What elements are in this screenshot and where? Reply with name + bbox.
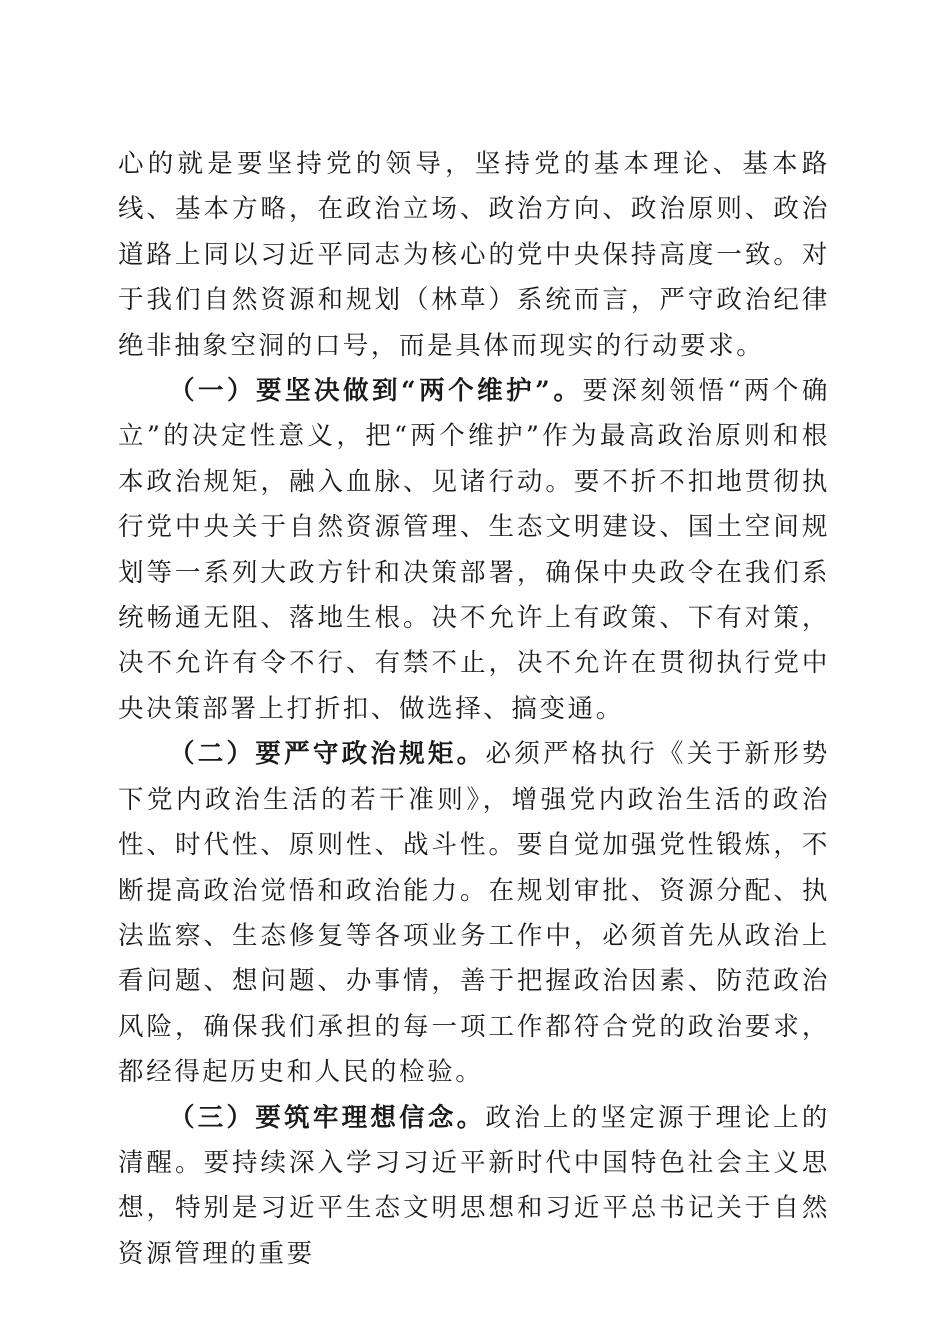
- document-body: [118, 142, 830, 1277]
- section-heading: （二）要严守政治规矩。: [169, 739, 486, 770]
- paragraph-body: 心的就是要坚持党的领导，坚持党的基本理论、基本路线、基本方略，在政治立场、政治方向、政治原则、政治道路上同以习近平同志为核心的党中央保持高度一致。对于我们自然资源和规划（林草）系统而言，严守政治纪律绝非抽象空洞的口号，而是具体而现实的行动要求。: [118, 149, 830, 361]
- paragraph-body: 政治上的坚定源于理论上的清醒。要持续深入学习习近平新时代中国特色社会主义思想，特别是习近平生态文明思想和习近平总书记关于自然资源管理的重要: [118, 1102, 830, 1269]
- paragraph-section-three: [118, 1096, 830, 1278]
- paragraph-body: 要深刻领悟“两个确立”的决定性意义，把“两个维护”作为最高政治原则和根本政治规矩，融入血脉、见诸行动。要不折不扣地贯彻执行党中央关于自然资源管理、生态文明建设、国土空间规划等一系列大政方针和决策部署，确保中央政令在我们系统畅通无阻、落地生根。决不允许上有政策、下有对策，决不允许有令不行、有禁不止，决不允许在贯彻执行党中央决策部署上打折扣、做选择、搞变通。: [118, 376, 831, 724]
- paragraph-body: 必须严格执行《关于新形势下党内政治生活的若干准则》，增强党内政治生活的政治性、时代性、原则性、战斗性。要自觉加强党性锻炼，不断提高政治觉悟和政治能力。在规划审批、资源分配、执法监察、生态修复等各项业务工作中，必须首先从政治上看问题、想问题、办事情，善于把握政治因素、防范政治风险，确保我们承担的每一项工作都符合党的政治要求，都经得起历史和人民的检验。: [118, 739, 830, 1088]
- section-heading: （三）要筑牢理想信念。: [169, 1102, 486, 1133]
- section-heading: （一）要坚决做到“两个维护”。: [169, 376, 583, 407]
- paragraph-section-two: [118, 732, 830, 1095]
- paragraph-section-one: [118, 369, 830, 732]
- paragraph-continuation: [118, 142, 830, 369]
